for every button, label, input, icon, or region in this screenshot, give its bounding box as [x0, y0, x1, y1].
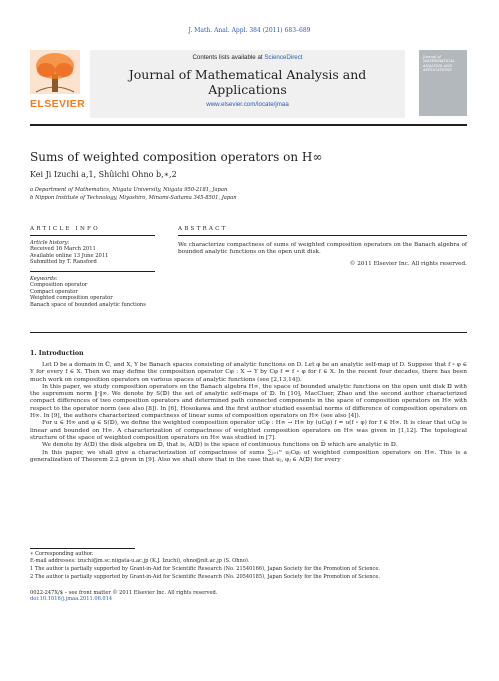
- keyword-item: Weighted composition operator: [30, 295, 113, 302]
- journal-cover-image: [419, 50, 467, 116]
- abstract-divider: [30, 332, 467, 333]
- contents-line: [90, 54, 405, 61]
- history-received: Received 16 March 2011: [30, 246, 96, 253]
- contents-prefix: Contents lists available at: [192, 54, 265, 61]
- paper-title: Sums of weighted composition operators on H∞: [30, 150, 323, 164]
- keywords-rule: [30, 271, 155, 272]
- journal-url-link[interactable]: www.elsevier.com/locate/jmaa: [206, 101, 289, 108]
- introduction-body: [30, 362, 467, 464]
- history-submitted: Submitted by T. Ransford: [30, 259, 97, 266]
- abstract-text: We characterize compactness of sums of weighted composition operators on the Banach algebra of bounded analytic functions on the open unit disk.: [178, 242, 467, 255]
- abstract-copyright: © 2011 Elsevier Inc. All rights reserved.: [349, 261, 467, 267]
- elsevier-tree-icon: [30, 50, 80, 94]
- keywords-block: [30, 276, 155, 308]
- paragraph: In this paper, we study composition operators on the Banach algebra H∞, the space of bounded analytic functions on the open unit disk 𝔻 with the supremum norm ‖·‖∞. We denote by S(𝔻) the set of analytic self-maps of 𝔻. In [10], MacCluer, Zhao and the second author characterized compact differences of two composition operators and determined path connected components in the space of composition operators on H∞ with respect to the operator norm (see also [8]). In [6], Hosokawa and the first author studied essential norms of difference of composition operators on H∞. In [9], the authors characterized compactness of linear sums of composition operators on H∞ (see also [4]).: [30, 383, 467, 420]
- cover-title: Journal of MATHEMATICAL ANALYSIS AND APPLICATIONS: [423, 55, 455, 73]
- header-divider: [30, 124, 467, 126]
- footnote-2: 2 The author is partially supported by Grant-in-Aid for Scientific Research (No. 20540185), Japan Society for the Promotion of Science.: [30, 574, 380, 580]
- footnote-email[interactable]: E-mail addresses: izuchi@m.sc.niigata-u.ac.jp (K.J. Izuchi), ohno@nit.ac.jp (S. Ohno).: [30, 558, 250, 564]
- paragraph: Let D be a domain in ℂ, and X, Y be Banach spaces consisting of analytic functions on D. Let φ be an analytic self-map of D. Suppose that f ∘ φ ∈ Y for every f ∈ X. Then we may define the composition operator Cφ : X → Y by Cφ f = f ∘ φ for f ∈ X. In the recent four decades, there has been much work on composition operators on various spaces of analytic functions (see [2,13,14]).: [30, 362, 467, 383]
- paragraph: In this paper, we shall give a characterization of compactness of sums ∑ⱼ₌₁ᴺ uⱼCφⱼ of weighted composition operators on H∞. This is a generalization of Theorem 2.2 given in [9]. Also we shall show that in the case that uⱼ, φⱼ ∈ A(𝔻) for every: [30, 449, 467, 463]
- front-matter: [30, 590, 217, 603]
- history-label: Article history:: [30, 240, 70, 246]
- elsevier-logo: [30, 50, 86, 110]
- article-info-heading: ARTICLE INFO: [30, 226, 100, 232]
- affiliation-a: a Department of Mathematics, Niigata University, Niigata 950-2181, Japan: [30, 187, 228, 193]
- keywords-label: Keywords:: [30, 276, 58, 282]
- paragraph: For u ∈ H∞ and φ ∈ S(𝔻), we define the weighted composition operator uCφ : H∞ → H∞ by (uCφ) f = u(f ∘ φ) for f ∈ H∞. It is clear that uCφ is linear and bounded on H∞. A characterization of compactness of weighted composition operators on H∞ was given in [1,12]. The topological structure of the space of weighted composition operators on H∞ was studied in [7].: [30, 420, 467, 441]
- issn-line: 0022-247X/$ – see front matter © 2011 Elsevier Inc. All rights reserved.: [30, 590, 218, 596]
- abstract-heading: ABSTRACT: [178, 226, 228, 232]
- footnote-1: 1 The author is partially supported by Grant-in-Aid for Scientific Research (No. 21540166), Japan Society for the Promotion of Science.: [30, 566, 380, 572]
- running-head[interactable]: J. Math. Anal. Appl. 384 (2011) 683–689: [188, 27, 311, 34]
- footnote-rule: [30, 548, 135, 549]
- paragraph: We denote by A(𝔻) the disk algebra on 𝔻̅, that is, A(𝔻) is the space of continuous functions on 𝔻̅ which are analytic in 𝔻.: [42, 442, 398, 449]
- affiliation-b: b Nippon Institute of Technology, Miyashiro, Minami-Saitama 345-8501, Japan: [30, 195, 237, 201]
- journal-title: Journal of Mathematical Analysis and Applications: [128, 67, 367, 97]
- journal-masthead: [90, 50, 405, 118]
- info-rule: [30, 235, 155, 236]
- history-available: Available online 13 June 2011: [30, 252, 109, 259]
- section-heading: 1. Introduction: [30, 350, 84, 357]
- abstract-rule: [178, 235, 467, 236]
- keyword-item: Banach space of bounded analytic functions: [30, 301, 146, 308]
- keyword-item: Compact operator: [30, 288, 78, 295]
- doi-link[interactable]: doi:10.1016/j.jmaa.2011.06.014: [30, 596, 113, 603]
- sciencedirect-link[interactable]: ScienceDirect: [264, 54, 303, 61]
- footnote-corresponding: ∗ Corresponding author.: [30, 551, 94, 557]
- author-list: Kei Ji Izuchi a,1, Shûichi Ohno b,∗,2: [30, 170, 177, 179]
- keyword-item: Composition operator: [30, 282, 88, 289]
- article-history: [30, 240, 155, 266]
- publisher-logo-text: ELSEVIER: [30, 98, 86, 110]
